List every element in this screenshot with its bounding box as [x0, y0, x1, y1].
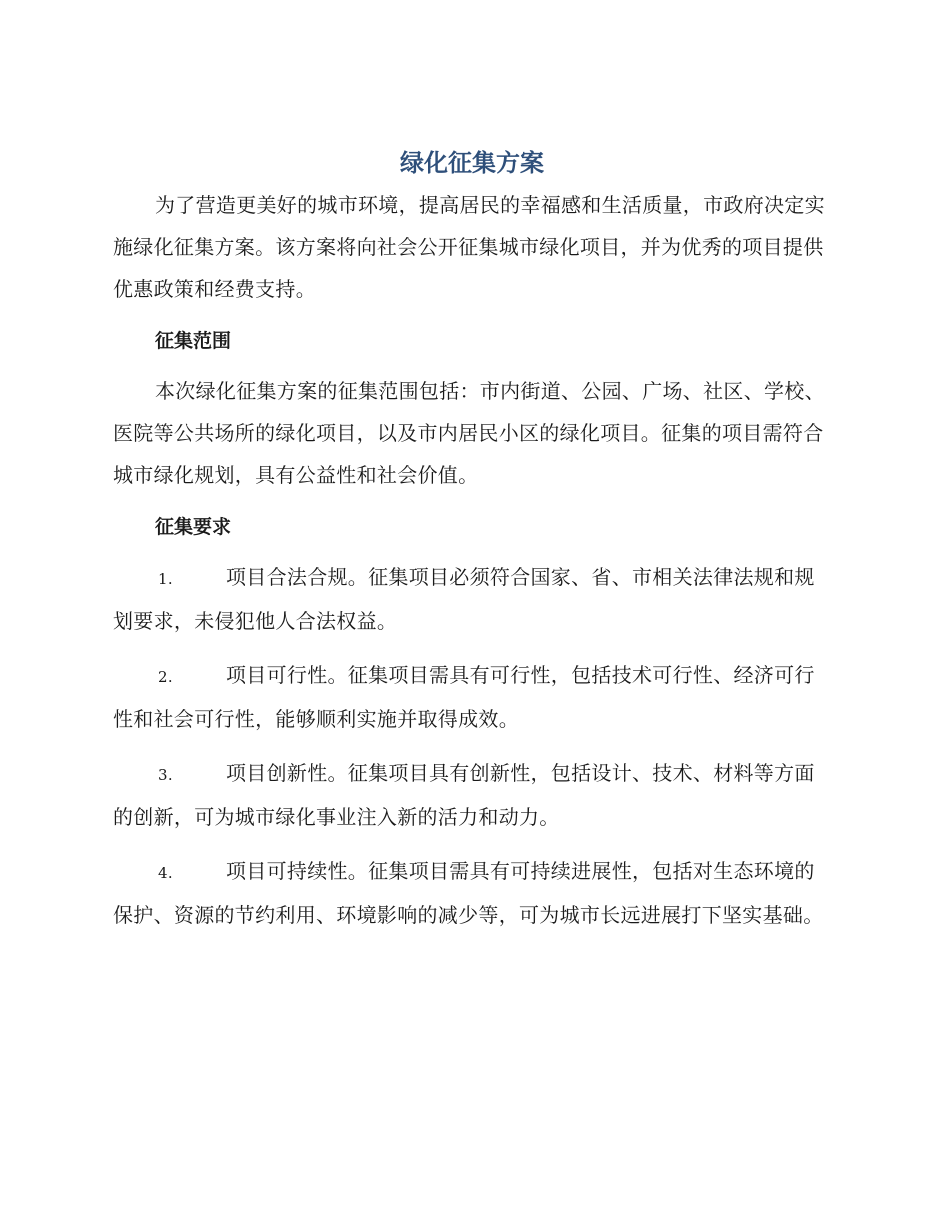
item-text: 项目可行性。征集项目需具有可行性，包括技术可行性、经济可行性和社会可行性，能够顺利实施并取得成效。: [113, 663, 815, 731]
item-text: 项目可持续性。征集项目需具有可持续进展性，包括对生态环境的保护、资源的节约利用、环境影响的减少等，可为城市长远进展打下坚实基础。: [113, 859, 824, 927]
item-number: 2.: [158, 668, 173, 686]
section-heading-requirements: 征集要求: [155, 516, 232, 538]
requirement-item: [113, 752, 831, 838]
section-heading-scope: 征集范围: [155, 330, 232, 352]
intro-paragraph: 为了营造更美好的城市环境，提高居民的幸福感和生活质量，市政府决定实施绿化征集方案。该方案将向社会公开征集城市绿化项目，并为优秀的项目提供优惠政策和经费支持。: [113, 193, 825, 301]
requirement-item: [113, 556, 831, 642]
item-number: 1.: [158, 570, 173, 588]
document-title: 绿化征集方案: [400, 149, 544, 177]
item-number: 4.: [158, 864, 173, 882]
document-page: [113, 146, 831, 948]
item-number: 3.: [158, 766, 173, 784]
requirement-item: [113, 654, 831, 740]
scope-paragraph: 本次绿化征集方案的征集范围包括：市内街道、公园、广场、社区、学校、医院等公共场所的绿化项目，以及市内居民小区的绿化项目。征集的项目需符合城市绿化规划，具有公益性和社会价值。: [113, 379, 825, 487]
item-text: 项目合法合规。征集项目必须符合国家、省、市相关法律法规和规划要求，未侵犯他人合法权益。: [113, 565, 815, 633]
item-text: 项目创新性。征集项目具有创新性，包括设计、技术、材料等方面的创新，可为城市绿化事业注入新的活力和动力。: [113, 761, 815, 829]
requirement-item: [113, 850, 831, 936]
